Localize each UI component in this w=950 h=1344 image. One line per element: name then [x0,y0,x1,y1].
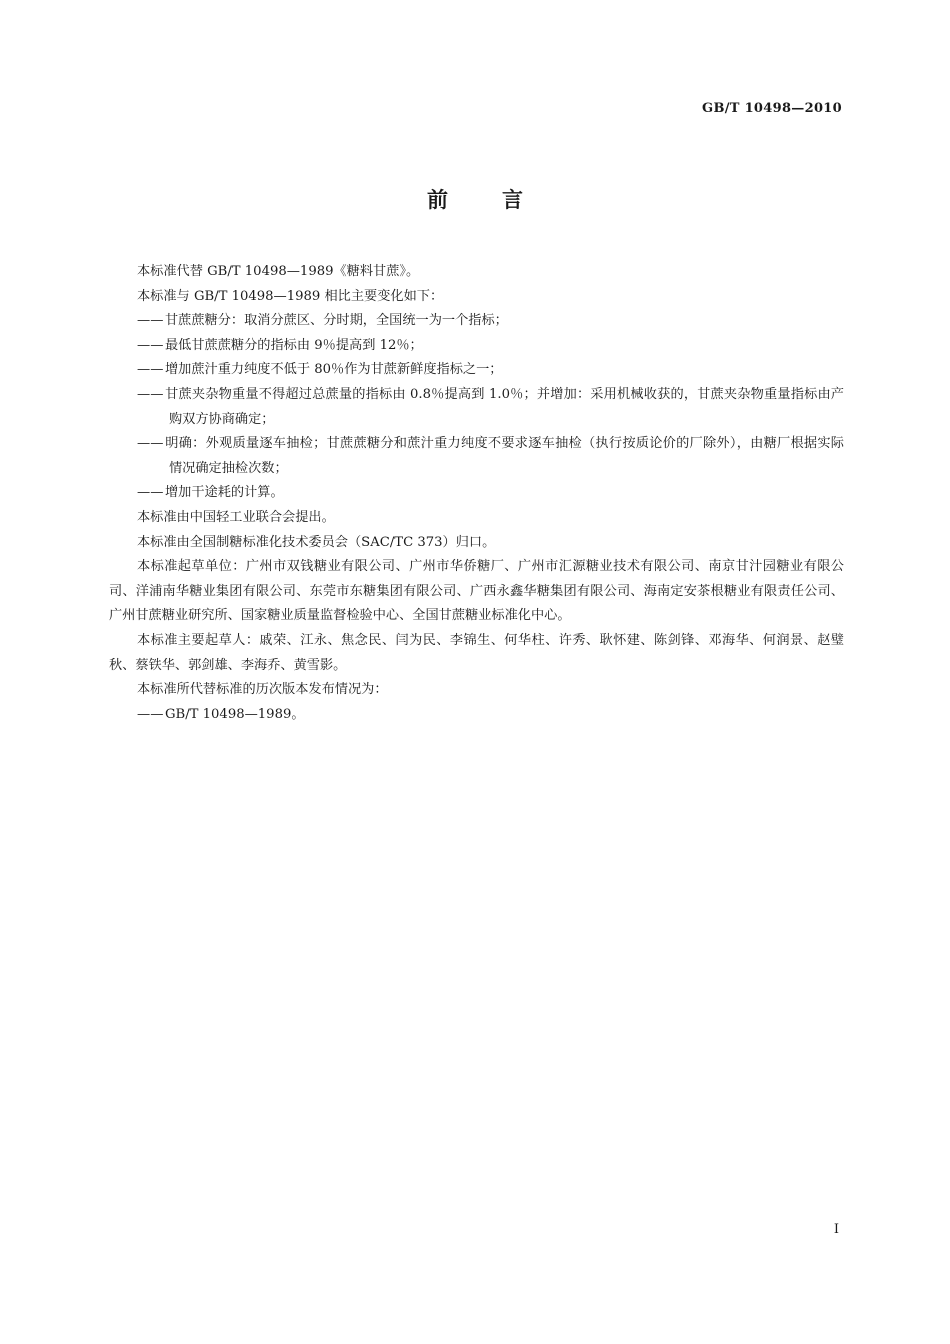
standard-code: GB/T 10498—2010 [702,101,842,116]
paragraph-history-intro: 本标准所代替标准的历次版本发布情况为： [137,682,388,698]
change-item-text: 增加蔗汁重力纯度不低于 80％作为甘蔗新鲜度指标之一； [165,362,503,378]
change-item-text: 明确：外观质量逐车抽检；甘蔗蔗糖分和蔗汁重力纯度不要求逐车抽检（执行按质论价的厂除外），由糖厂根据实际情况确定抽检次数； [165,436,844,476]
paragraph-committee: 本标准由全国制糖标准化技术委员会（SAC/TC 373）归口。 [137,534,496,550]
paragraph-proposer: 本标准由中国轻工业联合会提出。 [137,509,335,525]
foreword-body [109,260,844,727]
dash-mark: —— [137,313,164,329]
paragraph-drafting-units: 本标准起草单位：广州市双钱糖业有限公司、广州市华侨糖厂、广州市汇源糖业技术有限公司、南京甘汁园糖业有限公司、洋浦南华糖业集团有限公司、东莞市东糖集团有限公司、广西永鑫华糖集团有限公司、海南定安茶根糖业有限责任公司、广州甘蔗糖业研究所、国家糖业质量监督检验中心、全国甘蔗糖业标准化中心。 [109,559,844,624]
dash-mark: —— [137,362,164,378]
dash-mark: —— [137,706,164,722]
page-title [0,184,950,214]
change-item-text: 甘蔗夹杂物重量不得超过总蔗量的指标由 0.8％提高到 1.0％；并增加：采用机械收获的，甘蔗夹杂物重量指标由产购双方协商确定； [165,386,844,427]
page-number: I [833,1222,839,1237]
history-item-text: GB/T 10498—1989。 [165,706,305,722]
change-item [109,334,844,359]
paragraph-replaces: 本标准代替 GB/T 10498—1989《糖料甘蔗》。 [137,264,420,279]
dash-mark: —— [137,485,164,501]
history-item [109,703,844,728]
paragraph-drafters: 本标准主要起草人：戚荣、江永、焦念民、闫为民、李锦生、何华柱、许秀、耿怀建、陈剑锋、邓海华、何润景、赵璧秋、蔡铁华、郭剑雄、李海乔、黄雪影。 [109,632,844,673]
title-char-2: 言 [502,187,523,212]
change-item [109,309,844,334]
dash-mark: —— [137,436,164,452]
paragraph-changes-intro: 本标准与 GB/T 10498—1989 相比主要变化如下： [137,288,444,304]
change-item [109,432,844,481]
title-char-1: 前 [427,187,448,212]
change-item-text: 增加干途耗的计算。 [165,485,284,501]
change-item-text: 甘蔗蔗糖分：取消分蔗区、分时期，全国统一为一个指标； [165,313,508,329]
change-item-text: 最低甘蔗蔗糖分的指标由 9％提高到 12％； [165,337,423,353]
change-item [109,358,844,383]
change-item [109,383,844,432]
dash-mark: —— [137,386,164,402]
change-item [109,481,844,506]
dash-mark: —— [137,337,164,353]
